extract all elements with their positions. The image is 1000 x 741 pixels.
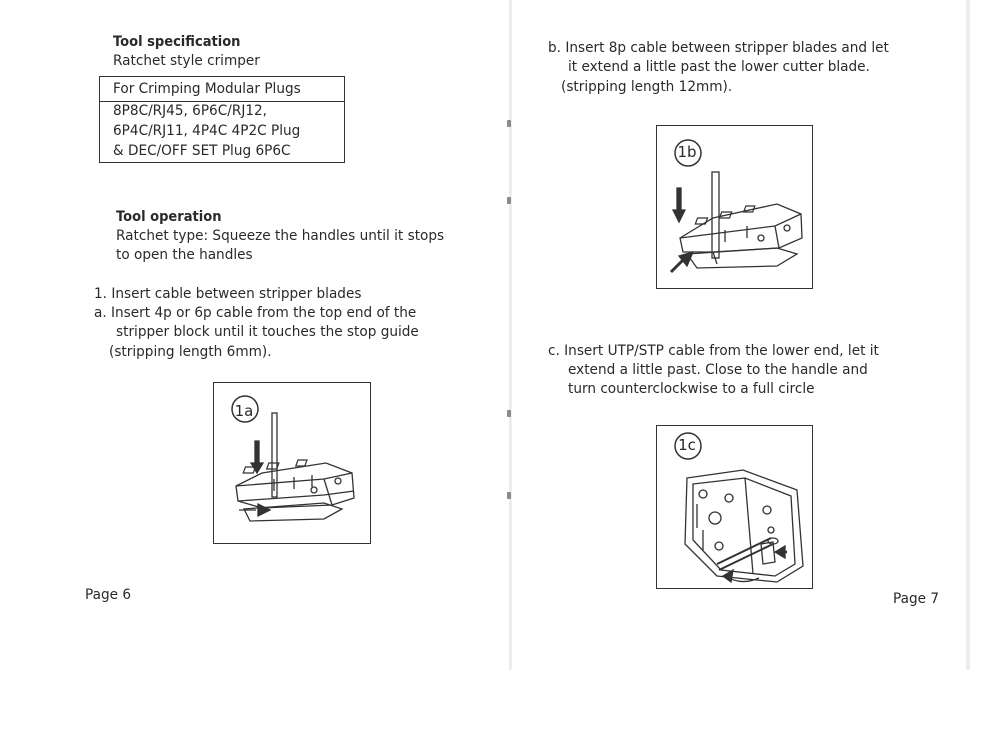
spec-table-line: & DEC/OFF SET Plug 6P6C [113,143,291,159]
binding-mark [507,492,511,499]
binding-mark [507,410,511,417]
step-c-text: extend a little past. Close to the handle and [568,362,868,378]
spec-subtitle: Ratchet style crimper [113,53,260,69]
step-b-text: (stripping length 12mm). [561,79,733,95]
spec-title: Tool specification [113,34,241,50]
binding-mark [507,197,511,204]
page-edge [966,0,970,670]
step-b-text: it extend a little past the lower cutter blade. [568,59,870,75]
binding-mark [507,120,511,127]
step-c-text: c. Insert UTP/STP cable from the lower end, let it [548,343,879,359]
figure-label: 1a [234,402,254,420]
spec-table-line: 8P8C/RJ45, 6P6C/RJ12, [113,103,268,119]
spec-table-line: 6P4C/RJ11, 4P4C 4P2C Plug [113,123,301,139]
step-a-text: (stripping length 6mm). [109,344,272,360]
operation-title: Tool operation [116,209,222,225]
step-b-text: b. Insert 8p cable between stripper blades and let [548,40,889,56]
operation-text: to open the handles [116,247,253,263]
page-gutter [509,0,512,670]
step-1-text: 1. Insert cable between stripper blades [94,286,362,302]
step-a-text: a. Insert 4p or 6p cable from the top end of the [94,305,417,321]
spec-table-header: For Crimping Modular Plugs [113,81,301,97]
page-number: Page 7 [893,591,940,607]
step-c-text: turn counterclockwise to a full circle [568,381,815,397]
step-a-text: stripper block until it touches the stop guide [116,324,419,340]
page-number: Page 6 [85,587,132,603]
figure-label: 1b [677,143,697,161]
figure-label: 1c [678,436,696,454]
operation-text: Ratchet type: Squeeze the handles until it stops [116,228,445,244]
